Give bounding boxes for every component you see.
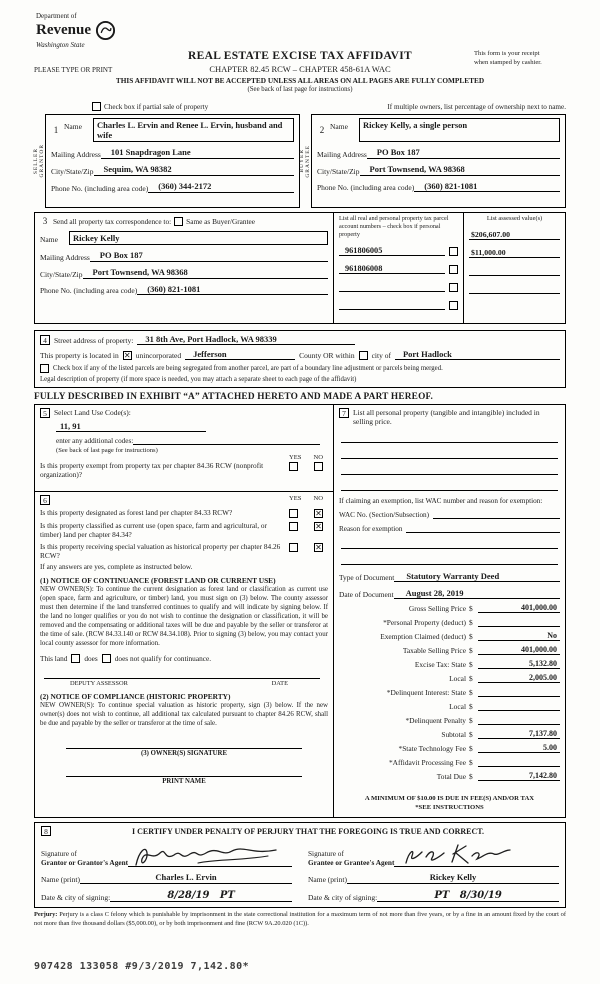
seller-csz-value[interactable]: Sequim, WA 98382 — [94, 165, 295, 176]
grantee-agent-label: Grantee or Grantee's Agent — [308, 857, 395, 867]
seller-name-value[interactable]: Charles L. Ervin and Renee L. Ervin, husband and wife — [93, 118, 294, 142]
seller-phone-value[interactable]: (360) 344-2172 — [148, 182, 294, 193]
parcel-number-value[interactable]: 961806008 — [339, 264, 445, 274]
assessed-value[interactable] — [469, 284, 560, 294]
notice-compliance-title: (2) NOTICE OF COMPLIANCE (HISTORIC PROPERTY) — [40, 692, 231, 702]
land-does-not-checkbox[interactable] — [102, 654, 111, 663]
section-number-4: 4 — [40, 335, 50, 345]
see-instructions-note: *SEE INSTRUCTIONS — [415, 804, 484, 811]
partial-sale-label: Check box if partial sale of property — [104, 102, 209, 111]
deputy-assessor-signature-line[interactable] — [44, 669, 320, 679]
current-use-no-checkbox[interactable]: ✕ — [315, 522, 322, 531]
document-type-label: Type of Document — [339, 572, 395, 582]
middle-sections-row — [34, 404, 566, 818]
document-date-value[interactable]: August 28, 2019 — [394, 588, 560, 599]
dept-of-revenue-logo — [36, 12, 116, 49]
buyer-name-label: Name — [330, 122, 348, 131]
correspondence-header: Send all property tax correspondence to: — [53, 216, 172, 226]
certification-section — [34, 822, 566, 908]
dollar-sign: $ — [469, 687, 473, 697]
print-name-label: PRINT NAME — [162, 778, 206, 786]
historic-no-checkbox[interactable]: ✕ — [315, 543, 322, 553]
additional-codes-label: enter any additional codes: — [56, 437, 134, 445]
parcel-number-value[interactable] — [339, 282, 445, 292]
affidavit-processing-fee-row: *Affidavit Processing Fee $ — [339, 757, 560, 767]
grantee-signature-scribble — [398, 841, 518, 871]
section-number-7: 7 — [339, 408, 349, 418]
dollar-sign: $ — [469, 715, 473, 725]
assessed-values-header: List assessed value(s) — [486, 215, 543, 222]
owner-signature-label: (3) OWNER(S) SIGNATURE — [141, 750, 227, 758]
exemption-claimed-row: Exemption Claimed (deduct) $ No — [339, 631, 560, 641]
correspondence-parcels-row — [34, 212, 566, 324]
section-number-3: 3 — [42, 216, 48, 226]
no-column-header: NO — [313, 454, 323, 461]
street-address-label: Street address of property: — [54, 336, 134, 345]
dollar-sign: $ — [469, 617, 473, 627]
personal-property-blank-line[interactable] — [341, 449, 558, 459]
buyer-mailing-label: Mailing Address — [317, 149, 367, 159]
partial-sale-checkbox[interactable] — [92, 102, 101, 111]
tax-exempt-yes-checkbox[interactable] — [289, 462, 298, 471]
fin-value[interactable] — [478, 701, 560, 711]
assessed-value[interactable] — [469, 266, 560, 276]
owner-signature-line[interactable] — [66, 737, 302, 749]
exemption-reason-value[interactable] — [406, 524, 560, 533]
correspondence-csz-label: City/State/Zip — [40, 269, 83, 279]
buyer-csz-label: City/State/Zip — [317, 166, 360, 176]
dollar-sign: $ — [469, 659, 473, 669]
fin-value[interactable]: 401,000.00 — [478, 645, 560, 655]
seller-mailing-value[interactable]: 101 Snapdragon Lane — [101, 148, 294, 159]
assessed-values-section — [464, 212, 566, 324]
grantee-name-print-label: Name (print) — [308, 874, 347, 884]
fin-value[interactable] — [478, 715, 560, 725]
seller-csz-label: City/State/Zip — [51, 166, 94, 176]
tax-exempt-question: Is this property exempt from property tax per chapter 84.36 RCW (nonprofit organization)? — [40, 461, 264, 480]
unincorporated-checkbox[interactable]: ✕ — [123, 351, 131, 360]
same-as-buyer-label: Same as Buyer/Grantee — [186, 216, 256, 226]
seller-section — [45, 114, 300, 208]
fin-value[interactable]: No — [478, 631, 560, 641]
document-type-value[interactable]: Statutory Warranty Deed — [394, 571, 560, 582]
personal-property-deduct-row: *Personal Property (deduct) $ — [339, 617, 560, 627]
grantor-date-city-value[interactable]: 8/28/19 PT — [110, 890, 292, 903]
land-use-codes-value[interactable]: 11, 91 — [56, 421, 206, 432]
wac-number-value[interactable] — [433, 510, 560, 519]
partial-sale-row — [34, 102, 566, 111]
deputy-assessor-label: DEPUTY ASSESSOR — [70, 680, 128, 688]
grantor-date-city-label: Date & city of signing: — [41, 893, 111, 903]
any-answers-yes-note: If any answers are yes, complete as instructed below. — [40, 563, 193, 572]
buyer-section — [311, 114, 566, 208]
dollar-sign: $ — [469, 673, 473, 683]
buyer-phone-label: Phone No. (including area code) — [317, 183, 415, 193]
logo-revenue: Revenue — [36, 22, 91, 38]
fin-value[interactable]: 7,137.80 — [478, 729, 560, 739]
section-number-5: 5 — [40, 408, 50, 418]
fin-value[interactable]: 5.00 — [478, 743, 560, 753]
historic-property-question: Is this property receiving special valuation as historical property per chapter 84.26 RCW? — [40, 542, 281, 561]
buyer-phone-value[interactable]: (360) 821-1081 — [414, 182, 560, 193]
print-name-line[interactable] — [66, 765, 302, 777]
seller-mailing-label: Mailing Address — [51, 150, 101, 160]
parcel-number-value[interactable] — [339, 300, 445, 310]
land-use-select-label: Select Land Use Code(s): — [54, 408, 131, 417]
grantor-name-print-label: Name (print) — [41, 874, 80, 884]
segregated-checkbox[interactable] — [40, 364, 49, 373]
parties-row — [34, 114, 566, 208]
please-type-or-print-note: PLEASE TYPE OR PRINT — [34, 66, 113, 74]
parcel-personal-checkbox[interactable] — [449, 301, 458, 310]
personal-property-blank-line[interactable] — [341, 433, 558, 443]
fin-value[interactable] — [478, 617, 560, 627]
land-use-section — [34, 404, 334, 492]
see-back-note: (See back of last page for instructions) — [247, 86, 353, 93]
grantor-signature-of-label: Signature of — [41, 848, 77, 858]
excise-tax-local-row: Local $ 2,005.00 — [339, 673, 560, 683]
section-number-8: 8 — [41, 826, 51, 836]
personal-property-section — [334, 404, 566, 818]
legal-description-label: Legal description of property (if more space is needed, you may attach a separate sheet to each page of the affidavit) — [40, 376, 357, 383]
grantor-signature-line[interactable] — [128, 839, 292, 867]
tax-exempt-no-checkbox[interactable] — [314, 462, 323, 471]
parcel-personal-checkbox[interactable] — [449, 283, 458, 292]
land-use-see-back-note: (See back of last page for instructions) — [56, 447, 158, 454]
exemption-reason-label: Reason for exemption — [339, 524, 403, 533]
dollar-sign: $ — [469, 743, 473, 753]
land-does-checkbox[interactable] — [71, 654, 80, 663]
parcel-personal-checkbox[interactable] — [449, 247, 458, 256]
yes-column-header: YES — [289, 454, 302, 461]
dollar-sign: $ — [469, 729, 473, 739]
personal-property-blank-line[interactable] — [341, 481, 558, 491]
grantee-date-city-label: Date & city of signing: — [308, 893, 378, 903]
delinquent-interest-state-row: *Delinquent Interest: State $ — [339, 687, 560, 697]
revenue-seal-icon — [95, 20, 116, 41]
forest-land-question: Is this property designated as forest land per chapter 84.33 RCW? — [40, 508, 233, 517]
city-value[interactable]: Port Hadlock — [395, 349, 560, 360]
correspondence-name-label: Name — [40, 235, 58, 244]
seller-name-label: Name — [64, 122, 82, 131]
total-due-row: Total Due $ 7,142.80 — [339, 771, 560, 781]
dollar-sign: $ — [469, 603, 473, 613]
receipt-note-line2: when stamped by cashier. — [474, 58, 542, 66]
grantee-name-value[interactable]: Rickey Kelly — [347, 873, 559, 884]
county-value[interactable]: Jefferson — [185, 349, 295, 360]
forest-land-no-checkbox[interactable]: ✕ — [315, 509, 322, 518]
city-of-label: city of — [371, 351, 391, 360]
excise-tax-state-row: Excise Tax: State $ 5,132.80 — [339, 659, 560, 669]
parcel-numbers-section — [334, 212, 464, 324]
dollar-sign: $ — [469, 631, 473, 641]
street-address-value[interactable]: 31 8th Ave, Port Hadlock, WA 98339 — [137, 334, 354, 345]
dollar-sign: $ — [469, 645, 473, 655]
property-location-section — [34, 330, 566, 388]
buyer-name-value[interactable]: Rickey Kelly, a single person — [359, 118, 560, 142]
grantee-signature-block — [308, 839, 559, 902]
grantee-signature-line[interactable] — [394, 839, 559, 867]
perjury-label: Perjury: — [34, 911, 58, 919]
minimum-due-note: A MINIMUM OF $10.00 IS DUE IN FEE(S) AND/OR TAX — [364, 795, 535, 802]
dollar-sign: $ — [469, 757, 473, 767]
current-use-question: Is this property classified as current use (open space, farm and agricultural, or timber) land per chapter 84.34? — [40, 521, 267, 540]
perjury-statement — [34, 911, 566, 928]
fin-value[interactable]: 5,132.80 — [478, 659, 560, 669]
personal-property-header: List all personal property (tangible and intangible) included in selling price. — [353, 408, 540, 427]
correspondence-phone-value[interactable]: (360) 821-1081 — [137, 285, 328, 296]
legal-description-value: FULLY DESCRIBED IN EXHIBIT “A” ATTACHED HERETO AND MADE A PART HEREOF. — [34, 392, 434, 402]
chapter-line: CHAPTER 82.45 RCW – CHAPTER 458-61A WAC — [209, 64, 391, 74]
date-label: DATE — [271, 680, 288, 688]
section-number-1: 1 — [53, 125, 59, 136]
no-column-header: NO — [313, 495, 323, 502]
grantor-signature-scribble — [132, 841, 282, 871]
grantee-signature-of-label: Signature of — [308, 848, 344, 858]
tax-correspondence-section — [34, 212, 334, 324]
delinquent-interest-local-row: Local $ — [339, 701, 560, 711]
wac-number-label: WAC No. (Section/Subsection) — [339, 510, 430, 519]
additional-codes-value[interactable] — [133, 436, 320, 445]
exemption-blank-line[interactable] — [341, 539, 558, 549]
taxable-selling-price-row: Taxable Selling Price $ 401,000.00 — [339, 645, 560, 655]
same-as-buyer-checkbox[interactable] — [174, 217, 183, 226]
located-in-label: This property is located in — [40, 351, 119, 360]
buyer-grantee-vertical-label: BUYER GRANTEE — [299, 144, 311, 178]
multiple-owners-note: If multiple owners, list percentage of ownership next to name. — [387, 102, 566, 111]
county-or-within-label: County OR within — [299, 351, 355, 360]
exemption-header: If claiming an exemption, list WAC number and reason for exemption: — [339, 496, 543, 505]
exemption-blank-line[interactable] — [341, 555, 558, 565]
parcel-numbers-header: List all real and personal property tax parcel account numbers – check box if personal property — [339, 215, 449, 238]
certify-statement: I CERTIFY UNDER PENALTY OF PERJURY THAT THE FOREGOING IS TRUE AND CORRECT. — [131, 826, 484, 836]
gross-selling-price-row: Gross Selling Price $ 401,000.00 — [339, 603, 560, 613]
historic-yes-checkbox[interactable] — [289, 543, 298, 552]
correspondence-name-value[interactable]: Rickey Kelly — [69, 231, 328, 245]
correspondence-mailing-label: Mailing Address — [40, 252, 90, 262]
does-label: does — [84, 654, 98, 664]
fin-value[interactable]: 7,142.80 — [478, 771, 560, 781]
assessed-value[interactable]: $206,607.00 — [469, 230, 560, 240]
personal-property-blank-line[interactable] — [341, 465, 558, 475]
yes-column-header: YES — [289, 495, 302, 502]
fin-value[interactable]: 2,005.00 — [478, 673, 560, 683]
grantor-signature-block — [41, 839, 292, 902]
delinquent-penalty-row: *Delinquent Penalty $ — [339, 715, 560, 725]
state-technology-fee-row: *State Technology Fee $ 5.00 — [339, 743, 560, 753]
grantor-name-value[interactable]: Charles L. Ervin — [80, 873, 292, 884]
section-number-6: 6 — [40, 495, 50, 505]
correspondence-csz-value[interactable]: Port Townsend, WA 98368 — [83, 268, 329, 279]
correspondence-phone-label: Phone No. (including area code) — [40, 286, 138, 296]
segregated-note: Check box if any of the listed parcels are being segregated from another parcel, are part of a boundary line adjustment or parcels being merged. — [53, 365, 443, 372]
dollar-sign: $ — [469, 771, 473, 781]
current-use-yes-checkbox[interactable] — [289, 522, 298, 531]
this-land-label: This land — [40, 654, 68, 664]
assessed-value[interactable]: $11,000.00 — [469, 248, 560, 258]
section-number-2: 2 — [319, 125, 325, 135]
logo-washington-state: Washington State — [36, 41, 85, 49]
correspondence-mailing-value[interactable]: PO Box 187 — [90, 251, 328, 262]
logo-department-of: Department of — [36, 12, 77, 20]
seller-grantor-vertical-label: SELLER GRANTOR — [33, 144, 45, 178]
parcel-personal-checkbox[interactable] — [449, 265, 458, 274]
forest-land-section — [34, 492, 334, 818]
document-date-label: Date of Document — [339, 589, 394, 599]
notice-compliance-body: NEW OWNER(S): To continue special valuation as historic property, sign (3) below. If the new owner(s) does not wish to continue, all additional tax calculated pursuant to chapter 84.26 RCW, shall be due and payable by the seller or transferor at the time of sale. — [40, 702, 328, 728]
cashier-receipt-stamp: 907428 133058 #9/3/2019 7,142.80* — [34, 961, 250, 972]
not-accepted-warning: THIS AFFIDAVIT WILL NOT BE ACCEPTED UNLESS ALL AREAS ON ALL PAGES ARE FULLY COMPLETED — [115, 76, 485, 85]
fin-value[interactable] — [478, 687, 560, 697]
grantor-agent-label: Grantor or Grantor's Agent — [41, 857, 129, 867]
fin-value[interactable] — [478, 757, 560, 767]
fin-value[interactable]: 401,000.00 — [478, 603, 560, 613]
perjury-body: Perjury is a class C felony which is punishable by imprisonment in the state correctional institution for a maximum term of not more than five years, or by a fine in an amount fixed by the court of not more than five thousand dollars ($5,000.00), or by both imprisonment and fine (RCW 9A.20.020 (1C)). — [34, 911, 566, 927]
does-not-label: does not qualify for continuance. — [114, 654, 212, 664]
parcel-number-value[interactable]: 961806005 — [339, 246, 445, 256]
dollar-sign: $ — [469, 701, 473, 711]
buyer-mailing-value[interactable]: PO Box 187 — [367, 148, 560, 159]
seller-phone-label: Phone No. (including area code) — [51, 183, 149, 193]
forest-land-yes-checkbox[interactable] — [289, 509, 298, 518]
header — [34, 12, 566, 98]
receipt-note-line1: This form is your receipt — [474, 50, 540, 57]
notice-continuance-title: (1) NOTICE OF CONTINUANCE (FOREST LAND OR CURRENT USE) — [40, 576, 276, 586]
notice-continuance-body: NEW OWNER(S): To continue the current designation as forest land or classification as current use (open space, farm and agriculture, or timber) land, you must sign on (3) below. The county assessor must then determine if the land transferred continues to qualify and will indicate by signing below. If the land no longer qualifies or you do not wish to continue the designation or classification, it will be removed and the compensating or additional taxes will be due and payable by the seller or transferor at the time of sale. (RCW 84.33.140 or RCW 84.34.108). Prior to signing (3) below, you may contact your local county assessor for more information. — [40, 586, 328, 648]
buyer-csz-value[interactable]: Port Townsend, WA 98368 — [360, 165, 561, 176]
unincorporated-label: unincorporated — [135, 351, 182, 360]
subtotal-row: Subtotal $ 7,137.80 — [339, 729, 560, 739]
city-checkbox[interactable] — [359, 351, 368, 360]
grantee-date-city-value[interactable]: PT 8/30/19 — [377, 890, 559, 903]
form-title: REAL ESTATE EXCISE TAX AFFIDAVIT — [188, 50, 412, 62]
